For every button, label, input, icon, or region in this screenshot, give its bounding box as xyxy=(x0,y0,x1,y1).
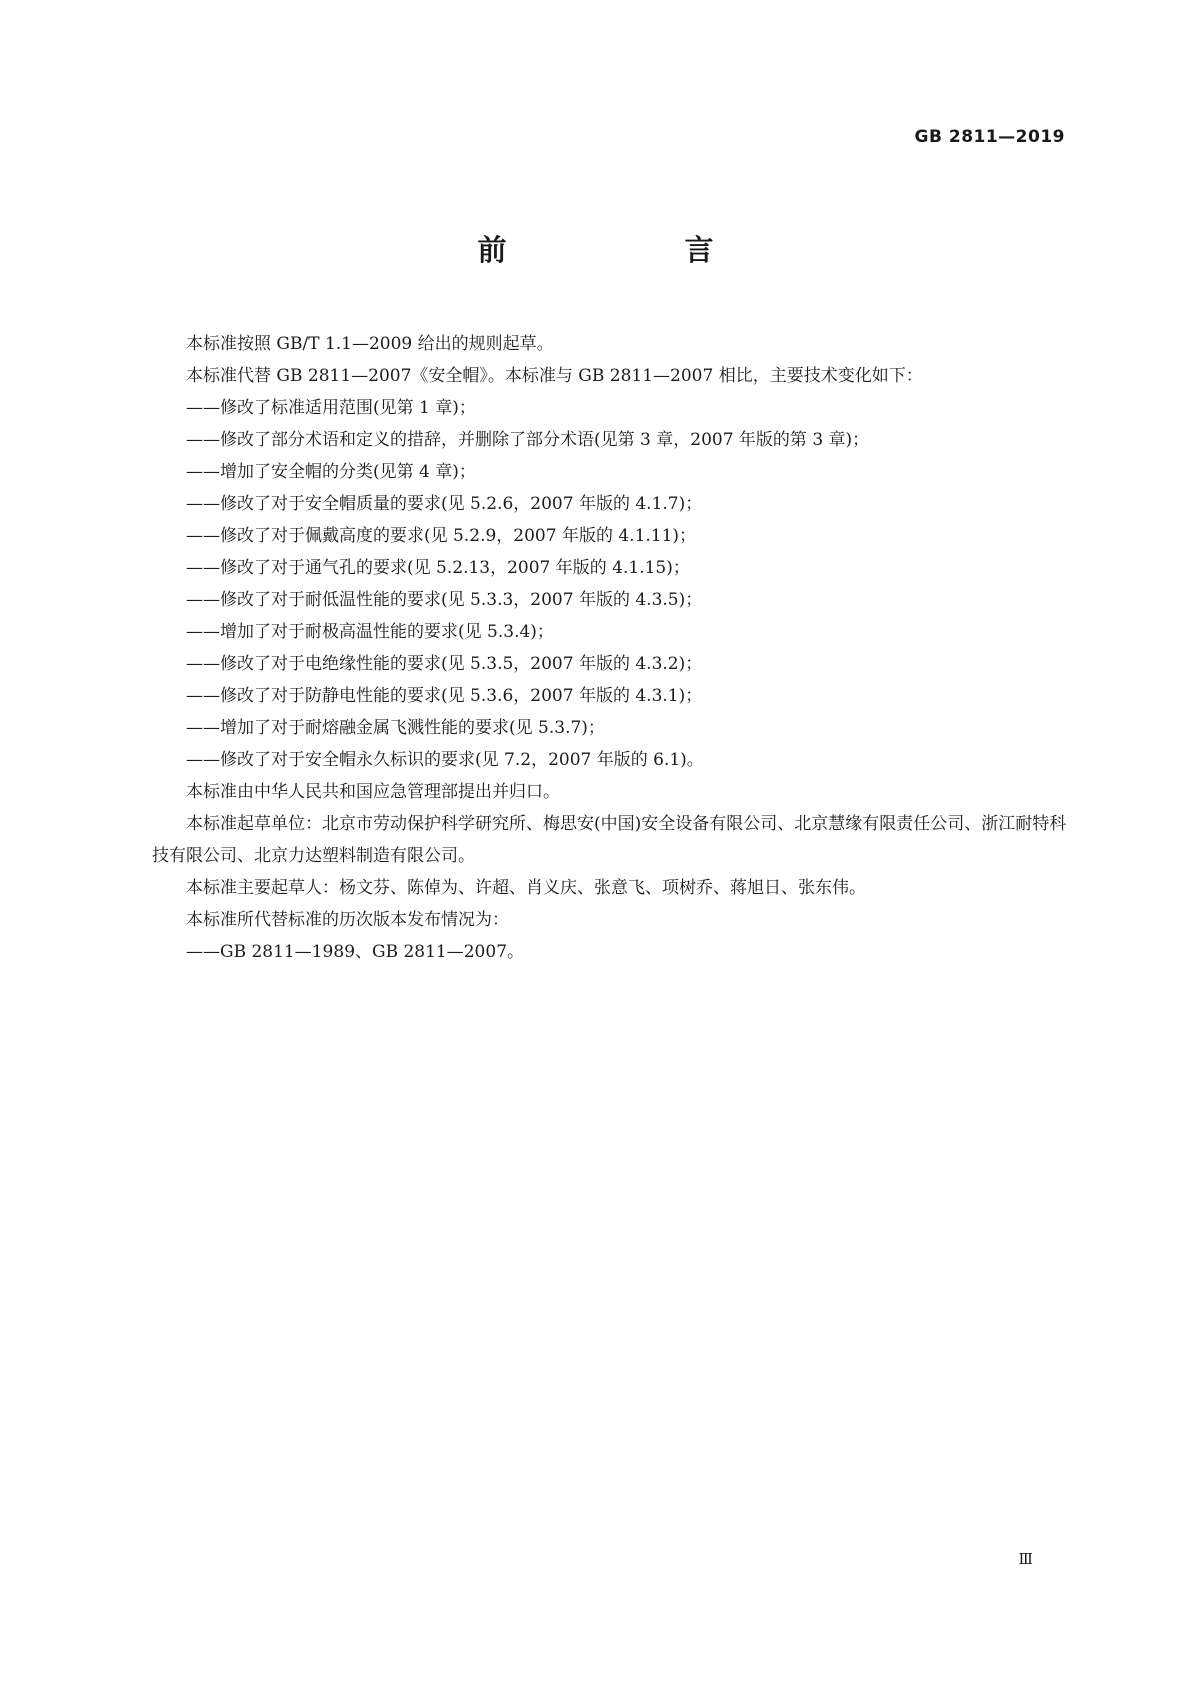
paragraph-drafting-units: 本标准起草单位：北京市劳动保护科学研究所、梅思安(中国)安全设备有限公司、北京慧缘有限责任公司、浙江耐特科技有限公司、北京力达塑料制造有限公司。 xyxy=(152,814,1067,866)
change-item: ——修改了对于防静电性能的要求(见 5.3.6，2007 年版的 4.3.1)； xyxy=(186,686,703,706)
change-item: ——修改了对于通气孔的要求(见 5.2.13，2007 年版的 4.1.15)； xyxy=(186,558,690,578)
change-item: ——修改了对于电绝缘性能的要求(见 5.3.5，2007 年版的 4.3.2)； xyxy=(186,654,703,674)
paragraph-proposer: 本标准由中华人民共和国应急管理部提出并归口。 xyxy=(186,782,560,802)
change-item: ——修改了标准适用范围(见第 1 章)； xyxy=(186,398,476,418)
paragraph-drafters: 本标准主要起草人：杨文芬、陈倬为、许超、肖义庆、张意飞、项树乔、蒋旭日、张东伟。 xyxy=(186,878,866,898)
standard-code: GB 2811—2019 xyxy=(914,127,1065,147)
paragraph-drafting-rules: 本标准按照 GB/T 1.1—2009 给出的规则起草。 xyxy=(186,334,554,354)
change-item: ——修改了对于佩戴高度的要求(见 5.2.9，2007 年版的 4.1.11)； xyxy=(186,526,697,546)
change-item: ——增加了安全帽的分类(见第 4 章)； xyxy=(186,462,476,482)
change-item: ——修改了部分术语和定义的措辞，并删除了部分术语(见第 3 章，2007 年版的第 3 章)； xyxy=(186,430,870,450)
paragraph-replacement: 本标准代替 GB 2811—2007《安全帽》。本标准与 GB 2811—2007 相比，主要技术变化如下： xyxy=(186,366,923,386)
change-item: ——修改了对于安全帽永久标识的要求(见 7.2，2007 年版的 6.1)。 xyxy=(186,750,704,770)
foreword-body xyxy=(152,328,1067,968)
change-item: ——增加了对于耐熔融金属飞溅性能的要求(见 5.3.7)； xyxy=(186,718,605,738)
page-title: 前 言 xyxy=(477,233,754,267)
change-item: ——修改了对于安全帽质量的要求(见 5.2.6，2007 年版的 4.1.7)； xyxy=(186,494,703,514)
paragraph-history-intro: 本标准所代替标准的历次版本发布情况为： xyxy=(186,910,509,930)
change-item: ——修改了对于耐低温性能的要求(见 5.3.3，2007 年版的 4.3.5)； xyxy=(186,590,703,610)
change-item: ——增加了对于耐极高温性能的要求(见 5.3.4)； xyxy=(186,622,554,642)
history-item: ——GB 2811—1989、GB 2811—2007。 xyxy=(186,942,525,962)
page-number: Ⅲ xyxy=(1018,1550,1033,1568)
